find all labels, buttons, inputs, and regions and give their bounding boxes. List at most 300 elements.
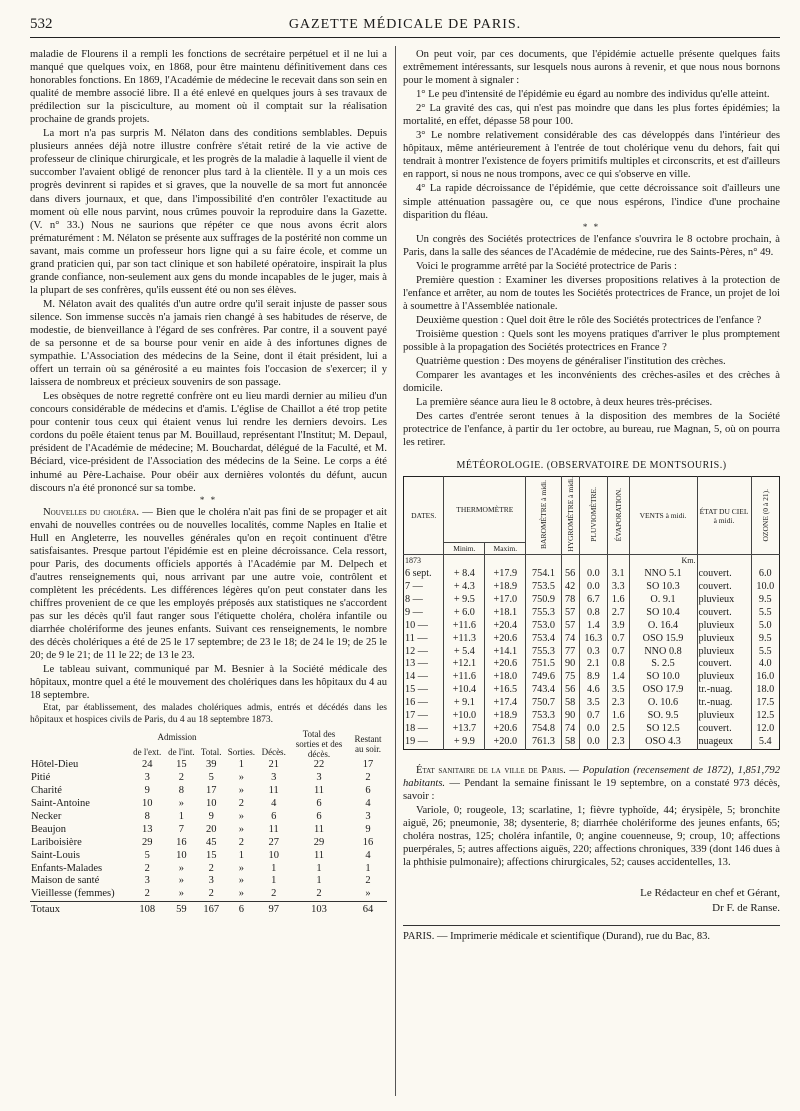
total-cell: 103 [289, 902, 349, 917]
value-cell: 29 [313, 836, 325, 848]
value-cell: 1.4 [608, 671, 629, 684]
value-cell: 17.5 [751, 697, 779, 710]
value-cell: +17.9 [485, 568, 526, 581]
value-cell: 42 [561, 581, 579, 594]
value-cell: 1 [238, 759, 244, 771]
value-cell: 1 [271, 862, 277, 874]
value-cell: NNO 5.1 [629, 568, 697, 581]
value-cell: SO 10.3 [629, 581, 697, 594]
value-cell: 2 [144, 862, 150, 874]
value-cell: 16 [362, 836, 374, 848]
value-cell: 17 [362, 759, 374, 771]
value-cell: 90 [561, 710, 579, 723]
value-cell: 10.0 [751, 581, 779, 594]
paragraph: 2° La gravité des cas, qui n'est pas moindre que dans les plus fortes épidémies; la mortalité, en effet, dépasse 58 pour 100. [403, 103, 780, 128]
value-cell: 4.6 [579, 684, 607, 697]
barometer-header: BAROMÈTRE à midi. [538, 480, 548, 550]
value-cell: 1 [365, 862, 371, 874]
value-cell: 10 [176, 849, 187, 861]
table-row [30, 759, 387, 772]
value-cell: +20.6 [485, 723, 526, 736]
value-cell: +14.1 [485, 646, 526, 659]
paragraph: 1° Le peu d'intensité de l'épidémie eu égard au nombre des individus qu'elle atteint. [416, 89, 770, 101]
value-cell: 4.0 [751, 658, 779, 671]
value-cell: NNO 0.8 [629, 646, 697, 659]
totals-row [30, 902, 387, 917]
table-row [404, 594, 780, 607]
paragraph: Deuxième question : Quel doit être le rôle des Sociétés protectrices de l'enfance ? [416, 314, 762, 326]
value-cell: 5.0 [751, 620, 779, 633]
value-cell: pluvieux [697, 620, 751, 633]
hospital-name-cell: Necker [31, 810, 62, 822]
value-cell: 749.6 [526, 671, 561, 684]
hospital-cholera-table [30, 729, 387, 917]
value-cell: +10.0 [444, 710, 485, 723]
value-cell: O. 9.1 [629, 594, 697, 607]
total-cell: 59 [165, 902, 198, 917]
value-cell: couvert. [697, 581, 751, 594]
wind-label: VENTS à midi. [639, 511, 687, 521]
value-cell: 2 [208, 888, 214, 900]
value-cell: pluvieux [697, 646, 751, 659]
value-cell: 56 [561, 568, 579, 581]
value-cell: 0.7 [608, 633, 629, 646]
population-text: — Population (recensement de 1872), 1,851,792 habitants. [403, 764, 780, 789]
value-cell: 11 [313, 823, 325, 835]
value-cell: 753.5 [526, 581, 561, 594]
value-cell: +11.6 [444, 671, 485, 684]
value-cell: 6.7 [579, 594, 607, 607]
paragraph-text: — Pendant la semaine finissant le 19 septembre, on a constaté 973 décès, savoir : [403, 777, 780, 802]
table-row [404, 684, 780, 697]
value-cell: O. 16.4 [629, 620, 697, 633]
value-cell: 1 [316, 862, 322, 874]
paragraph: Le tableau suivant, communiqué par M. Besnier à la Société médicale des hôpitaux, montre quel a été le mouvement des cholériques dans les hôpitaux du 4 au 18 septembre. [30, 664, 387, 702]
table-row [30, 785, 387, 798]
value-cell: 58 [561, 697, 579, 710]
value-cell: 24 [141, 759, 153, 771]
value-cell: 753.3 [526, 710, 561, 723]
value-cell: » [178, 875, 184, 887]
value-cell: 3 [316, 772, 322, 784]
value-cell: 3.9 [608, 620, 629, 633]
hospital-name-cell: Pitié [31, 772, 51, 784]
value-cell: » [238, 862, 244, 874]
date-cell: 14 — [405, 671, 428, 683]
value-cell: SO 10.4 [629, 607, 697, 620]
paragraph: Un congrès des Sociétés protectrices de l'enfance s'ouvrira le 8 octobre prochain, à Paris, dans la salle des séances de l'Académie de médecine, rue des Saints-Pères, n° 49. [403, 233, 780, 258]
table-row [404, 581, 780, 594]
value-cell: 57 [561, 620, 579, 633]
value-cell: 29 [141, 836, 153, 848]
section-separator: * * [582, 221, 601, 232]
value-cell: +13.7 [444, 723, 485, 736]
value-cell: 1.4 [579, 620, 607, 633]
value-cell: +20.6 [485, 633, 526, 646]
totals-label: Totaux [30, 902, 130, 917]
dates-header: DATES. [404, 477, 444, 555]
column-divider [395, 46, 396, 1096]
section-heading: État sanitaire de la ville de Paris. [416, 764, 566, 776]
paragraph: La première séance aura lieu le 8 octobre, à deux heures très-précises. [416, 397, 713, 409]
total-cell: 108 [130, 902, 165, 917]
value-cell: 74 [561, 633, 579, 646]
col-header: de l'ext. [133, 746, 162, 757]
evaporation-header: ÉVAPORATION. [613, 488, 623, 542]
table-row [404, 620, 780, 633]
restant-header: Restant au soir. [354, 734, 382, 755]
value-cell: 20 [205, 823, 217, 835]
value-cell: 21 [268, 759, 279, 771]
value-cell: couvert. [697, 568, 751, 581]
value-cell: 2.7 [608, 607, 629, 620]
table-row [30, 772, 387, 785]
value-cell: 3 [144, 875, 150, 887]
table-row [404, 736, 780, 749]
value-cell: 39 [205, 759, 217, 771]
value-cell: 3 [365, 810, 371, 822]
value-cell: 3 [144, 772, 150, 784]
value-cell: tr.-nuag. [697, 697, 751, 710]
value-cell: +18.1 [485, 607, 526, 620]
value-cell: 2 [271, 888, 277, 900]
value-cell: 56 [561, 684, 579, 697]
value-cell: 2 [365, 875, 371, 887]
value-cell: +20.6 [485, 658, 526, 671]
value-cell: 0.8 [579, 607, 607, 620]
value-cell: 761.3 [526, 736, 561, 749]
value-cell: 2 [208, 862, 214, 874]
value-cell: » [178, 862, 184, 874]
journal-title: GAZETTE MÉDICALE DE PARIS. [288, 17, 522, 32]
table-row [404, 568, 780, 581]
date-cell: 9 — [405, 606, 423, 618]
value-cell: +11.6 [444, 620, 485, 633]
thermometer-header: THERMOMÈTRE [444, 477, 526, 543]
value-cell: 9.5 [751, 594, 779, 607]
value-cell: 11 [313, 785, 325, 797]
value-cell: pluvieux [697, 594, 751, 607]
value-cell: 2 [316, 888, 322, 900]
table-caption: Etat, par établissement, des malades cholériques admis, entrés et décédés dans les hôpitaux et hospices civils de Paris, du 4 au 18 septembre 1873. [30, 703, 387, 725]
value-cell: 3.1 [608, 568, 629, 581]
value-cell: 2 [238, 798, 244, 810]
value-cell: » [238, 810, 244, 822]
value-cell: 0.7 [608, 646, 629, 659]
col-header: de l'int. [168, 746, 195, 757]
value-cell: 6.0 [751, 568, 779, 581]
hospital-name-cell: Lariboisière [31, 836, 82, 848]
value-cell: OSO 17.9 [629, 684, 697, 697]
value-cell: 1 [316, 875, 322, 887]
value-cell: + 8.4 [444, 568, 485, 581]
value-cell: 27 [268, 836, 279, 848]
paragraph-text: — Bien que le choléra n'ait pas fini de se propager et ait envahi de nouvelles contrées ou de nouvelles localités, comme Naples en Italie et Hull en Angleterre, les nouvelles générales qu'on en reçoit continuent d'être satisfaisantes. Presque partout l'épidémie est en pleine décroissance. Cela ressort, pour Paris, des documents officiels apportés à l'Académie par M. Delpech et d'autres renseignements qui, nous arrivant par une autre voie, contrôlent et complètent les précédents. Les différences légères qu'on peut constater dans les chiffres provenient de ce que les employés préposés aux statistiques ne s'accordent pas sur les décès qu'il faut ranger sous l'étiquette choléra, choléra infantile ou diarrhée cholériforme des jeunes enfants. Suivant ces renseignements, le nombre des décès cholériques a été de 25 le 17 septembre; de 23 le 18; de 24 le 19; de 25 le 20; de 9 le 21; de 11 le 22; de 13 le 23. [30, 506, 387, 662]
value-cell: 3 [208, 875, 214, 887]
table-row [404, 633, 780, 646]
value-cell: 8.9 [579, 671, 607, 684]
paragraph: M. Nélaton avait des qualités d'un autre ordre qu'il serait injuste de passer sous silence. Son immense succès n'a jamais rien changé à ses habitudes de réserve, de modestie, de bienveillance à l'égard de ses confrères. Par contre, il a souvent payé de sa personne et de sa bourse pour venir en aide à des infortunes dignes de sympathie. L'Association des médecins de la Seine, dont il était président, lui a offert un terrain où sa générosité a eu maintes fois l'occasion de s'exercer; il y laissera de nombreux et précieux souvenirs de son passage. [30, 298, 387, 389]
value-cell: 16.3 [579, 633, 607, 646]
value-cell: 2 [238, 836, 244, 848]
table-row [30, 837, 387, 850]
value-cell: 0.0 [579, 581, 607, 594]
printer-imprint: PARIS. — Imprimerie médicale et scientifique (Durand), rue du Bac, 83. [403, 925, 780, 943]
value-cell: » [238, 888, 244, 900]
value-cell: 2.3 [608, 736, 629, 749]
table-row [404, 646, 780, 659]
value-cell: 5.5 [751, 607, 779, 620]
paragraph: On peut voir, par ces documents, que l'épidémie actuelle présente quelques faits extrêmement intéressants, sur lesquels nous aurons à revenir, et que nous nous bornons pour le moment à signaler : [403, 49, 780, 87]
value-cell: 2.3 [608, 697, 629, 710]
value-cell: 2.1 [579, 658, 607, 671]
table-row [30, 850, 387, 863]
value-cell: 11 [268, 823, 279, 835]
meteorology-table [403, 476, 780, 749]
km-label: Km. [629, 555, 697, 568]
value-cell: 5.4 [751, 736, 779, 749]
table-row [404, 697, 780, 710]
value-cell: 0.0 [579, 568, 607, 581]
value-cell: 57 [561, 607, 579, 620]
value-cell: 3.5 [608, 684, 629, 697]
mortality-list: Variole, 0; rougeole, 13; scarlatine, 1; fièvre typhoïde, 44; érysipèle, 5; bronchite aiguë, 26; pneumonie, 38; dysenterie, 8; diarrhée cholériforme des jeunes enfants, 65; choléra nostras, 125; choléra infantile, 0; angine couenneuse, 9; croup, 10; affections puerpérales, 5; autres affections aiguës, 220; affections chroniques, 339 (dont 146 dues à la phthisie pulmonaire); affections chirurgicales, 52; causes accidentelles, 13. [403, 804, 780, 869]
value-cell: +10.4 [444, 684, 485, 697]
value-cell: 7 [178, 823, 184, 835]
table-row [404, 671, 780, 684]
hospital-name-cell: Beaujon [31, 823, 66, 835]
editor-signature: Dr F. de Ranse. [712, 902, 780, 915]
table-row [30, 863, 387, 876]
sanitary-paragraph [403, 764, 780, 803]
value-cell: 1.6 [608, 594, 629, 607]
value-cell: +20.4 [485, 620, 526, 633]
table-row [30, 811, 387, 824]
value-cell: 15 [176, 759, 187, 771]
value-cell: 9.5 [751, 633, 779, 646]
value-cell: 3.5 [579, 697, 607, 710]
value-cell: + 6.0 [444, 607, 485, 620]
value-cell: 0.8 [608, 658, 629, 671]
total-cell: 97 [258, 902, 289, 917]
value-cell: 755.3 [526, 607, 561, 620]
value-cell: +18.9 [485, 710, 526, 723]
value-cell: 4 [365, 849, 371, 861]
value-cell: » [238, 772, 244, 784]
value-cell: O. 10.6 [629, 697, 697, 710]
date-cell: 11 — [405, 632, 428, 644]
value-cell: couvert. [697, 607, 751, 620]
value-cell: 5.5 [751, 646, 779, 659]
value-cell: » [238, 823, 244, 835]
table-row [30, 824, 387, 837]
value-cell: +17.4 [485, 697, 526, 710]
value-cell: 750.9 [526, 594, 561, 607]
date-cell: 15 — [405, 684, 428, 696]
meteorology-title: MÉTÉOROLOGIE. (OBSERVATOIRE DE MONTSOURIS.) [456, 460, 727, 472]
value-cell: 753.0 [526, 620, 561, 633]
paragraph: maladie de Flourens il a rempli les fonctions de secrétaire perpétuel et il ne lui a manqué que quelques voix, en 1868, pour être maintenu définitivement dans ces honorables fonctions. En 1869, l'Académie de médecine le recevait dans son sein en qualité de membre associé libre. Il a été enlevé en quelques jours à ses travaux de prédilection sur la pisciculture, au moment où il comptait sur la réalisation prochaine de grands projets. [30, 49, 387, 126]
value-cell: 1.6 [608, 710, 629, 723]
value-cell: SO 12.5 [629, 723, 697, 736]
value-cell: 2 [178, 772, 184, 784]
value-cell: + 4.3 [444, 581, 485, 594]
value-cell: couvert. [697, 658, 751, 671]
value-cell: 6 [316, 798, 322, 810]
col-header: Total. [200, 746, 222, 757]
hospital-name-cell: Saint-Louis [31, 849, 80, 861]
value-cell: 75 [561, 671, 579, 684]
value-cell: 90 [561, 658, 579, 671]
table-row [30, 888, 387, 901]
value-cell: 4 [271, 798, 277, 810]
value-cell: 1 [238, 849, 244, 861]
value-cell: 0.7 [579, 710, 607, 723]
value-cell: » [365, 888, 371, 900]
value-cell: +11.3 [444, 633, 485, 646]
value-cell: 0.0 [579, 736, 607, 749]
value-cell: + 9.5 [444, 594, 485, 607]
page-number: 532 [30, 16, 53, 32]
value-cell: 16 [176, 836, 187, 848]
value-cell: +17.0 [485, 594, 526, 607]
value-cell: 17 [205, 785, 217, 797]
value-cell: 6 [365, 785, 371, 797]
paragraph: Les obsèques de notre regretté confrère ont eu lieu mardi dernier au milieu d'un concours considérable de médecins et d'amis. L'église de Chaillot a été trop petite pour contenir tous ceux qui étaient venus lui rendre les derniers devoirs. Les cordons du poêle étaient tenus par M. Bouillaud, représentant l'Institut; M. Depaul, président de l'Académie de médecine; M. Bouchardat, délégué de la Faculté, et M. Béciard, vice-président de l'Association des médecins de la Seine. Le corps a été inhumé au Père-Lachaise. Pour obéir aux dernières volontés du défunt, aucun discours n'a été prononcé sur sa tombe. [30, 391, 387, 494]
value-cell: 6 [316, 810, 322, 822]
value-cell: SO. 9.5 [629, 710, 697, 723]
value-cell: 58 [561, 736, 579, 749]
value-cell: OSO 15.9 [629, 633, 697, 646]
paragraph: Des cartes d'entrée seront tenues à la disposition des membres de la Société protectrice de l'enfance, à partir du 1er octobre, au bureau, rue Magnan, 5, où on pourra les retirer. [403, 411, 780, 449]
admission-header: Admission [157, 731, 197, 742]
value-cell: 13 [141, 823, 153, 835]
value-cell: 751.5 [526, 658, 561, 671]
page-header [30, 12, 780, 38]
table-row [30, 798, 387, 811]
col-header: Décès. [261, 746, 286, 757]
value-cell: + 9.9 [444, 736, 485, 749]
minim-header: Minim. [444, 543, 485, 555]
value-cell: 0.3 [579, 646, 607, 659]
date-cell: 10 — [405, 619, 428, 631]
value-cell: 750.7 [526, 697, 561, 710]
hospital-name-cell: Charité [31, 785, 62, 797]
value-cell: tr.-nuag. [697, 684, 751, 697]
value-cell: SO 10.0 [629, 671, 697, 684]
value-cell: +20.0 [485, 736, 526, 749]
paragraph: Comparer les avantages et les inconvénients des crèches-asiles et des crèches à domicile. [403, 370, 780, 395]
value-cell: 45 [205, 836, 217, 848]
value-cell: 10 [205, 798, 217, 810]
paragraph: La mort n'a pas surpris M. Nélaton dans des conditions semblables. Depuis plusieurs années déjà notre illustre confrère s'était retiré de la vie active de professeur de clinique chirurgicale, et les progrès de la maladie à laquelle il vient de succomber l'avaient obligé de renoncer plus tard à la clientèle. Il y a un mois ces progrès devinrent si rapides et si graves, que la nouvelle de sa mort fut annoncée dans divers journaux, et que, dans l'impossibilité d'en contrôler l'exactitude au moment où elle nous parvint, nous crûmes pouvoir la reproduire dans la Gazette. (V. n° 33.) Nous ne saurions que répéter ce que nous avons écrit alors prématurément : M. Nélaton se présente aux suffrages de la postérité non comme un savant, mais comme un professeur hors ligne qui a su faire école, et comme un grand praticien qui, par son tact clinique et son habileté opératoire, inspirait la plus grande confiance, non-seulement aux gens du monde incapables de le juger, mais à la plupart de ses confrères, qu'ils eussent été ou non ses élèves. [30, 128, 387, 296]
table-row [404, 658, 780, 671]
total-cell: 167 [198, 902, 224, 917]
table-row [404, 723, 780, 736]
paragraph: Quatrième question : Des moyens de généraliser l'institution des crèches. [416, 356, 726, 368]
cholera-news-paragraph [30, 506, 387, 663]
value-cell: 22 [313, 759, 325, 771]
table-row [404, 607, 780, 620]
value-cell: 12.5 [751, 710, 779, 723]
value-cell: » [238, 785, 244, 797]
value-cell: couvert. [697, 723, 751, 736]
date-cell: 19 — [405, 735, 428, 747]
paragraph: Première question : Examiner les diverses propositions relatives à la protection de l'enfance et arrêter, au nom de toutes les Sociétés protectrices de France, un projet de loi à soumettre à l'Assemblée nationale. [403, 274, 780, 312]
value-cell: 9 [208, 810, 214, 822]
section-heading: Nouvelles du choléra. [43, 506, 140, 518]
wind-header [629, 477, 697, 555]
year-cell: 1873 [405, 556, 421, 566]
value-cell: 0.0 [579, 723, 607, 736]
value-cell: nuageux [697, 736, 751, 749]
left-column [30, 48, 387, 917]
value-cell: 18.0 [751, 684, 779, 697]
value-cell: 743.4 [526, 684, 561, 697]
value-cell: pluvieux [697, 671, 751, 684]
value-cell: 11 [268, 785, 279, 797]
value-cell: » [178, 888, 184, 900]
value-cell: 16.0 [751, 671, 779, 684]
paragraph: Troisième question : Quels sont les moyens pratiques d'arriver le plus promptement possible à la propagation des Sociétés protectrices en France ? [403, 328, 780, 353]
date-cell: 6 sept. [405, 568, 432, 580]
value-cell: 78 [561, 594, 579, 607]
date-cell: 13 — [405, 658, 428, 670]
value-cell: +16.5 [485, 684, 526, 697]
date-cell: 12 — [405, 645, 428, 657]
value-cell: 3 [271, 772, 277, 784]
right-column [403, 48, 780, 943]
value-cell: 11 [313, 849, 325, 861]
value-cell: pluvieux [697, 710, 751, 723]
sky-header: ÉTAT DU CIEL à midi. [697, 477, 751, 555]
value-cell: 3.3 [608, 581, 629, 594]
value-cell: +18.0 [485, 671, 526, 684]
ozone-header: OZONE (0 à 21). [760, 488, 770, 542]
date-cell: 16 — [405, 697, 428, 709]
total-sorties-header: Total des sorties et des décès. [295, 729, 343, 760]
value-cell: +12.1 [444, 658, 485, 671]
value-cell: 2 [144, 888, 150, 900]
date-cell: 17 — [405, 710, 428, 722]
value-cell: 9 [144, 785, 150, 797]
value-cell: 10 [141, 798, 153, 810]
value-cell: 5 [144, 849, 150, 861]
date-cell: 7 — [405, 581, 423, 593]
hospital-name-cell: Enfants-Malades [31, 862, 103, 874]
value-cell: 754.8 [526, 723, 561, 736]
value-cell: 12.0 [751, 723, 779, 736]
pluviometer-header: PLUVIOMÈTRE. [588, 487, 598, 543]
value-cell: 754.1 [526, 568, 561, 581]
value-cell: 77 [561, 646, 579, 659]
value-cell: + 9.1 [444, 697, 485, 710]
editor-line: Le Rédacteur en chef et Gérant, [640, 887, 780, 900]
value-cell: 10 [268, 849, 279, 861]
hospital-name-cell: Saint-Antoine [31, 798, 90, 810]
value-cell: 8 [144, 810, 150, 822]
value-cell: pluvieux [697, 633, 751, 646]
value-cell: 1 [178, 810, 184, 822]
total-cell: 6 [224, 902, 258, 917]
table-row [404, 710, 780, 723]
date-cell: 8 — [405, 593, 423, 605]
table-row [30, 875, 387, 888]
value-cell: 74 [561, 723, 579, 736]
value-cell: 8 [178, 785, 184, 797]
paragraph: 4° La rapide décroissance de l'épidémie, que cette décroissance soit d'ailleurs une simple atténuation passagère ou, ce que nous espérons, l'indice d'une prochaine disparition du fléau. [403, 183, 780, 221]
value-cell: + 5.4 [444, 646, 485, 659]
